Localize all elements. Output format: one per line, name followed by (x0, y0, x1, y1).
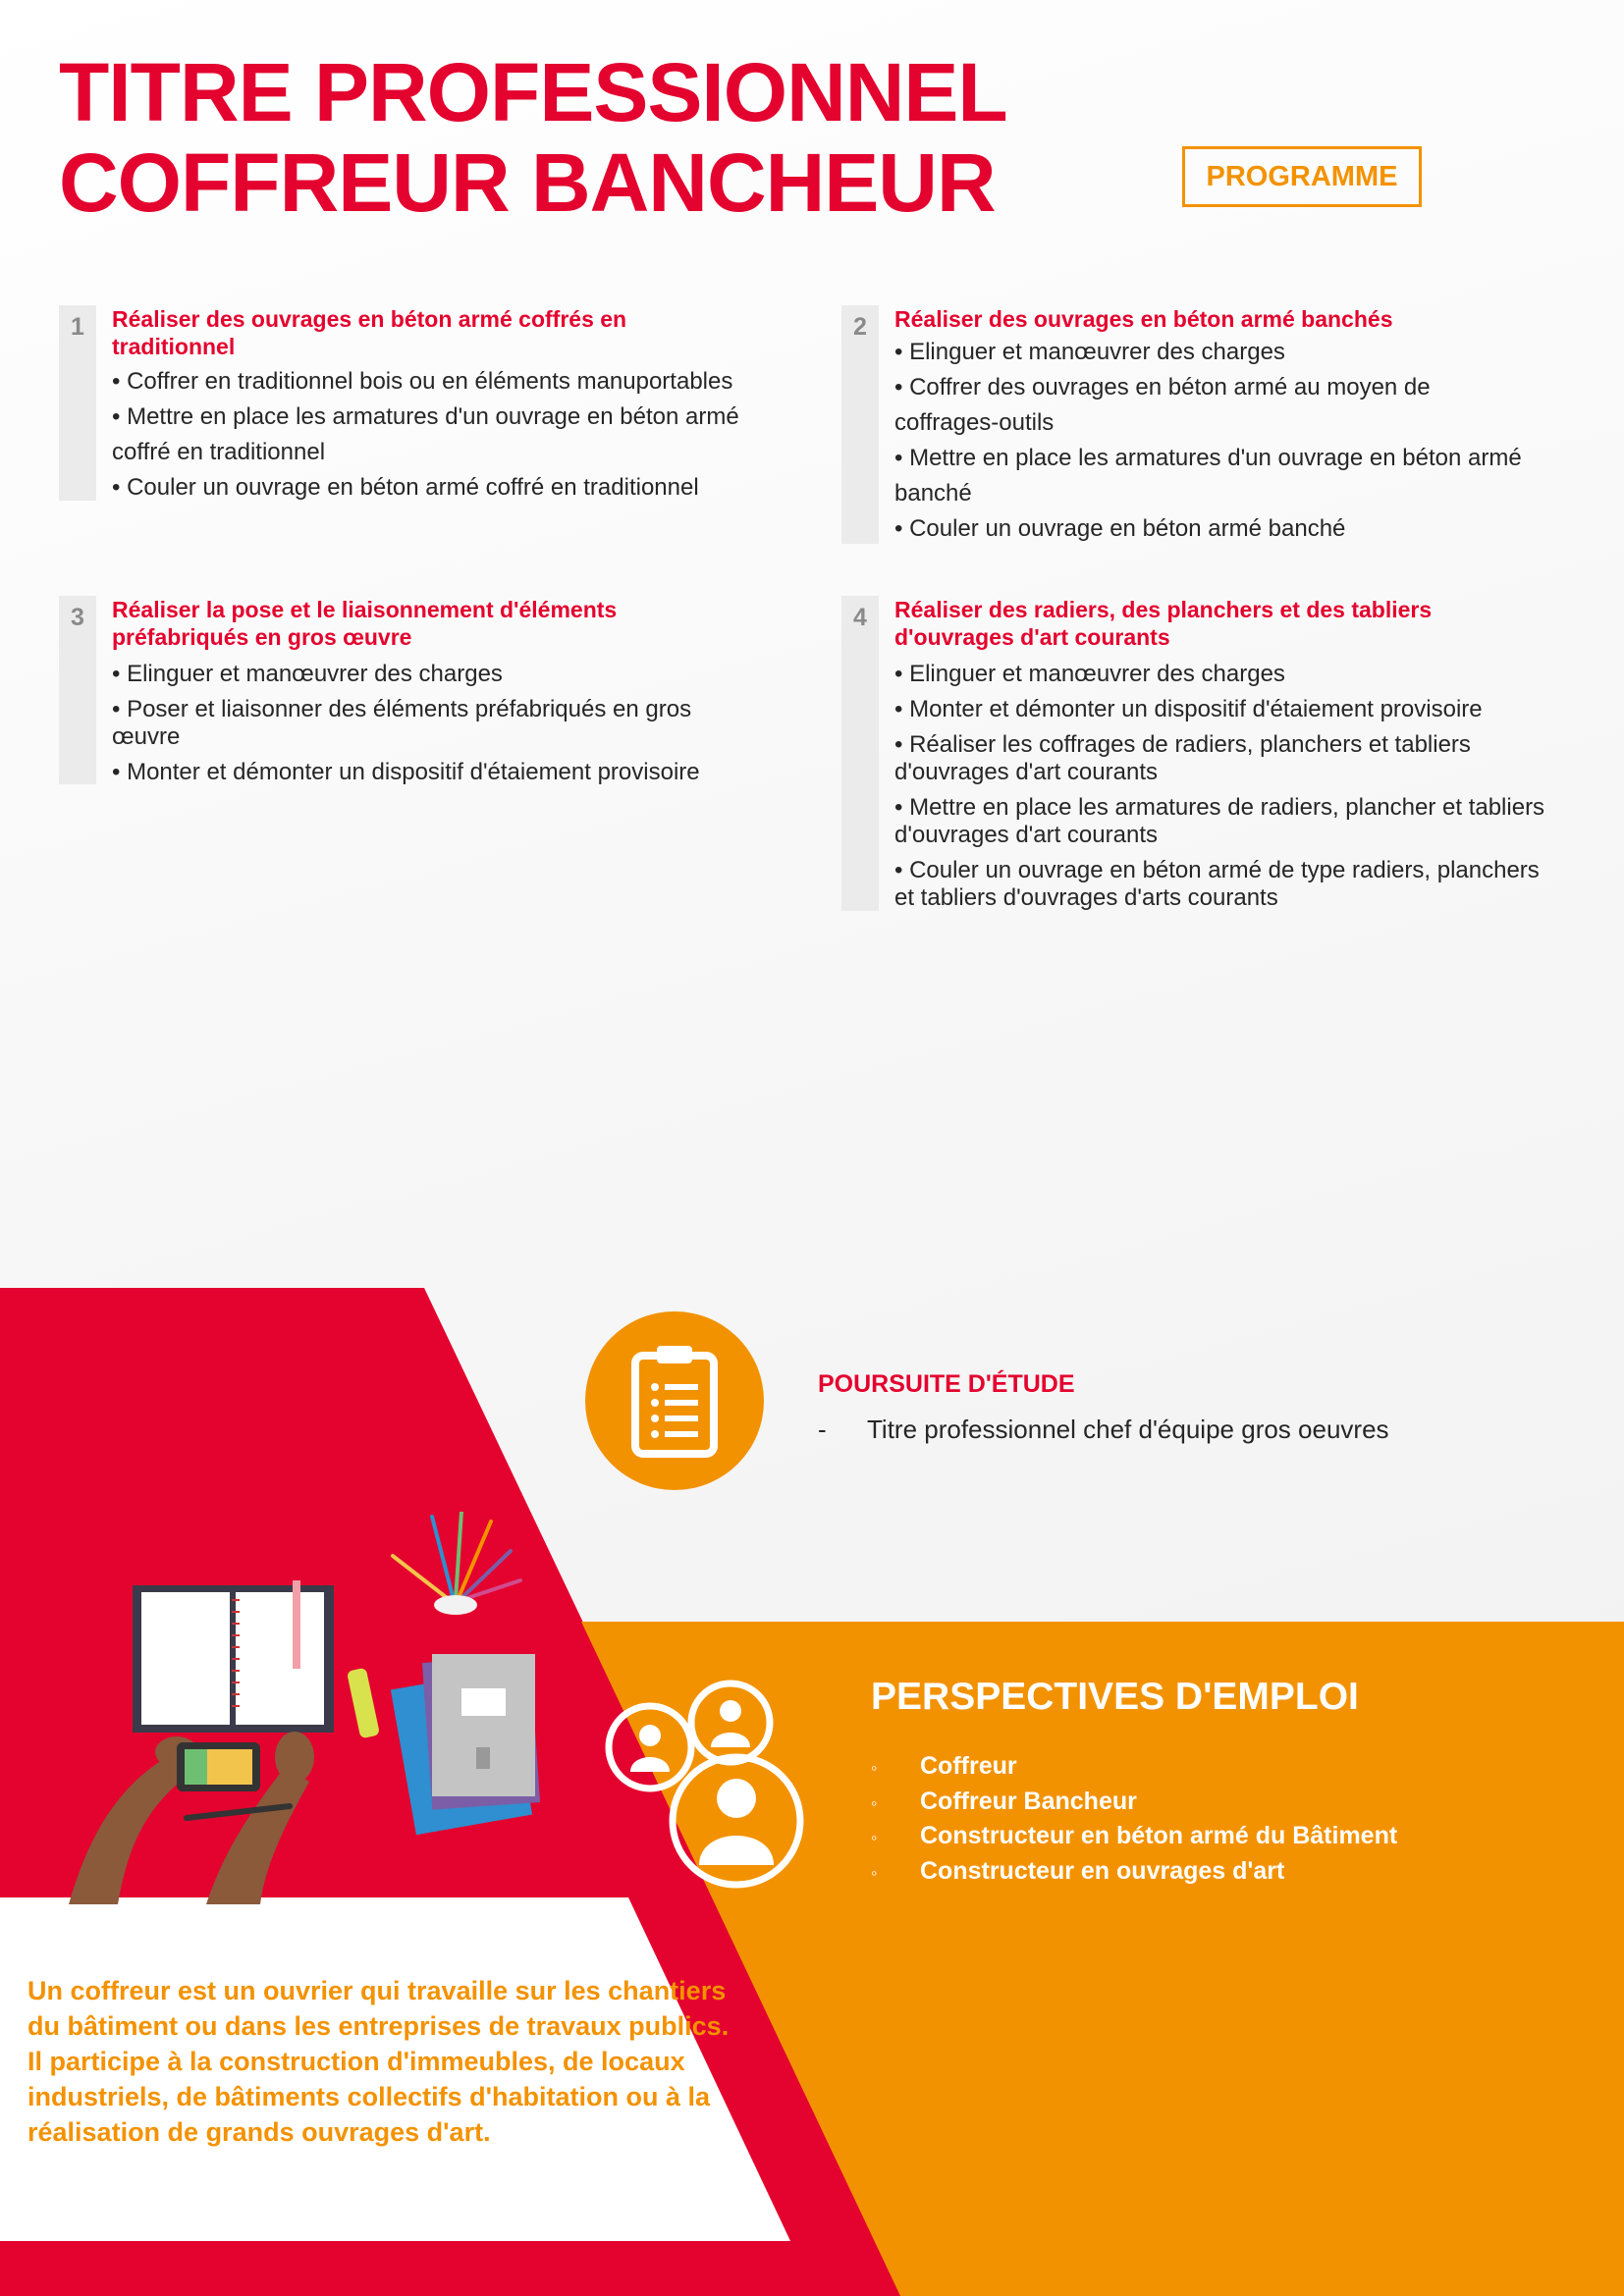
module-item: • Coffrer des ouvrages en béton armé au moyen de coffrages-outils (894, 370, 1533, 441)
job-description: Un coffreur est un ouvrier qui travaille sur les chantiers du bâtiment ou dans les entreprises de travaux publics. Il participe à la construction d'immeubles, de locaux industriels, de bâtiments collectifs d'habitation ou à la réalisation de grands ouvrages d'art. (27, 1976, 730, 2147)
module-number: 2 (841, 305, 879, 544)
module-item: • Mettre en place les armatures d'un ouvrage en béton armé banché (894, 441, 1533, 511)
dash-bullet: - (818, 1415, 827, 1444)
poursuite-item-text: Titre professionnel chef d'équipe gros oeuvres (867, 1415, 1389, 1444)
module-item: • Couler un ouvrage en béton armé coffré en traditionnel (112, 470, 858, 506)
list-item-text: Coffreur (920, 1752, 1017, 1780)
title-line-1: TITRE PROFESSIONNEL (59, 46, 1007, 138)
bullet: ◦ (871, 1758, 878, 1778)
list-item (871, 1750, 1397, 1786)
title-line-2: COFFREUR BANCHEUR (59, 136, 996, 229)
module-title: Réaliser des ouvrages en béton armé coffrés en traditionnel (112, 306, 627, 359)
list-item (871, 1820, 1397, 1855)
module-item: • Elinguer et manœuvrer des charges (894, 661, 1601, 688)
people-icon (601, 1669, 817, 1895)
module-number: 1 (59, 305, 96, 501)
list-item (871, 1855, 1397, 1891)
page-title (59, 47, 1007, 228)
module-item: • Réaliser les coffrages de radiers, planchers et tabliers d'ouvrages d'art courants (894, 731, 1562, 786)
module-title: Réaliser des radiers, des planchers et des tabliers d'ouvrages d'art courants (894, 597, 1433, 650)
module-title: Réaliser la pose et le liaisonnement d'éléments préfabriqués en gros œuvre (112, 597, 618, 650)
list-item-text: Constructeur en béton armé du Bâtiment (920, 1822, 1398, 1849)
module-item: • Coffrer en traditionnel bois ou en éléments manuportables (112, 364, 858, 400)
poursuite-title: POURSUITE D'ÉTUDE (818, 1370, 1075, 1398)
module-item: • Elinguer et manœuvrer des charges (894, 335, 1572, 370)
perspectives-title: PERSPECTIVES D'EMPLOI (871, 1676, 1359, 1718)
module-item: • Poser et liaisonner des éléments préfabriqués en gros œuvre (112, 696, 750, 751)
module-item: • Couler un ouvrage en béton armé banché (894, 511, 1572, 547)
poursuite-item (818, 1415, 1389, 1445)
programme-button[interactable]: PROGRAMME (1182, 146, 1422, 207)
module-item: • Monter et démonter un dispositif d'étaiement provisoire (894, 696, 1601, 723)
module-item: • Mettre en place les armatures d'un ouvrage en béton armé coffré en traditionnel (112, 400, 760, 470)
list-item (871, 1786, 1397, 1821)
desk-illustration (59, 1512, 609, 1904)
perspectives-list (871, 1750, 1397, 1890)
list-item-text: Constructeur en ouvrages d'art (920, 1856, 1285, 1885)
clipboard-icon (585, 1311, 764, 1490)
module-title: Réaliser des ouvrages en béton armé banchés (894, 306, 1393, 332)
module-number: 3 (59, 596, 96, 784)
module-item: • Monter et démonter un dispositif d'étaiement provisoire (112, 759, 819, 786)
module-item: • Mettre en place les armatures de radiers, plancher et tabliers d'ouvrages d'art courants (894, 794, 1562, 849)
bullet: ◦ (871, 1792, 878, 1813)
module-item: • Couler un ouvrage en béton armé de type radiers, planchers et tabliers d'ouvrages d'arts courants (894, 857, 1562, 912)
bullet: ◦ (871, 1862, 878, 1883)
bullet: ◦ (871, 1828, 878, 1847)
module-number: 4 (841, 596, 879, 911)
list-item-text: Coffreur Bancheur (920, 1787, 1137, 1815)
module-item: • Elinguer et manœuvrer des charges (112, 661, 819, 688)
